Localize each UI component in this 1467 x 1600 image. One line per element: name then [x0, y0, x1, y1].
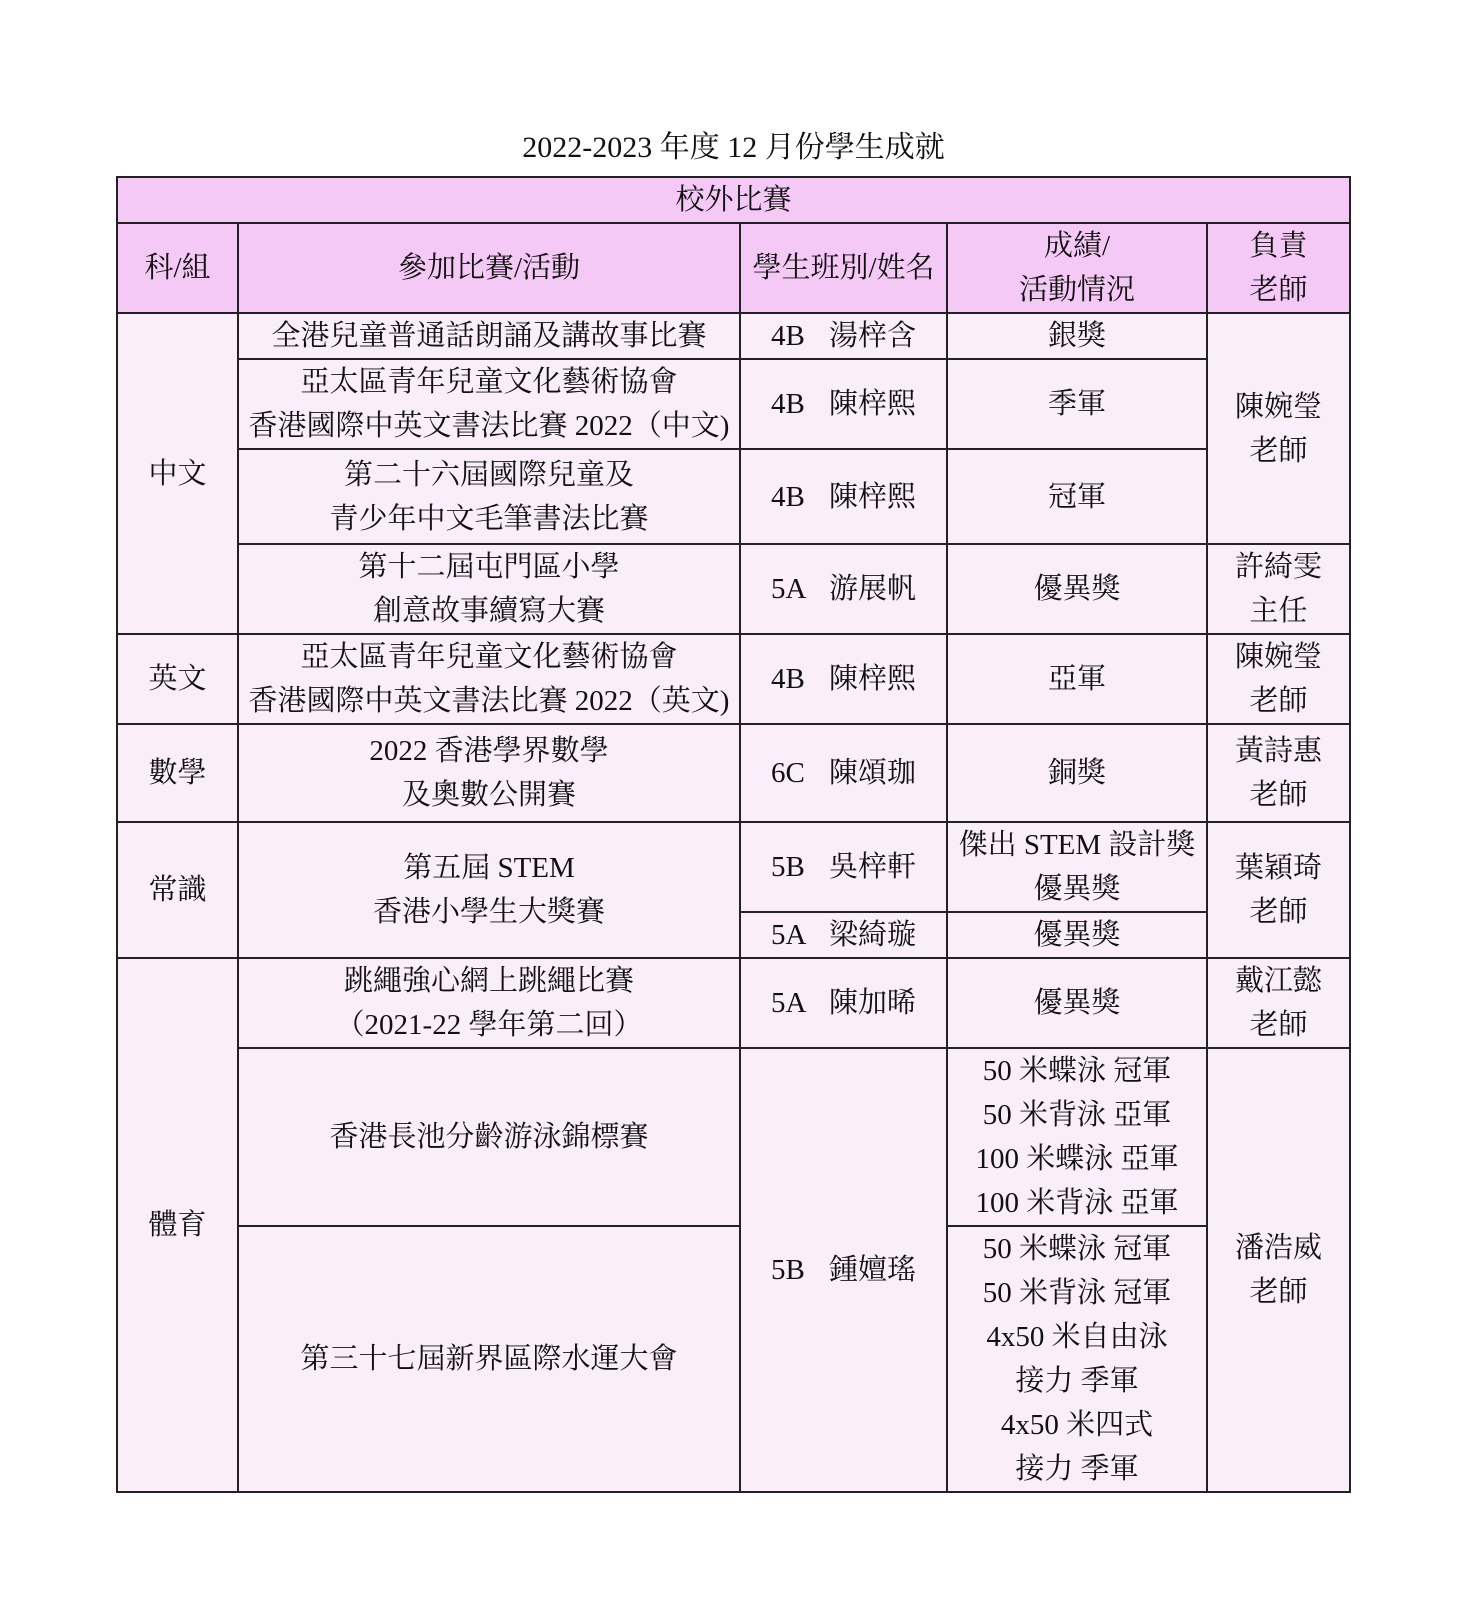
- teacher-line: 老師: [1249, 434, 1308, 467]
- teacher-line: 陳婉瑩: [1235, 390, 1323, 423]
- student-class: 4B: [770, 320, 805, 352]
- result-cell: [947, 912, 1207, 958]
- student-name: 陳梓熙: [828, 663, 916, 695]
- result-line: 接力 季軍: [1015, 1365, 1139, 1397]
- header-result-line: 成績/: [1043, 230, 1111, 262]
- header-teacher: [1207, 223, 1350, 313]
- student-class: 5B: [770, 1254, 805, 1286]
- competition-line: 亞太區青年兒童文化藝術協會: [300, 366, 678, 398]
- result-line: 接力 季軍: [1015, 1453, 1139, 1485]
- student-name: 陳梓熙: [828, 480, 916, 513]
- table-row: [117, 822, 1350, 912]
- result-line: 銅獎: [1047, 757, 1106, 789]
- competition-cell: [238, 724, 740, 822]
- student-name: 陳頌珈: [828, 757, 916, 789]
- result-line: 冠軍: [1047, 480, 1106, 513]
- teacher-cell: [1207, 1048, 1350, 1492]
- competition-cell: [238, 1048, 740, 1226]
- competition-cell: [238, 958, 740, 1048]
- table-row: [117, 449, 1350, 544]
- competition-line: （2021-22 學年第二回）: [335, 1009, 643, 1041]
- teacher-line: 戴江懿: [1235, 965, 1323, 997]
- student-name: 游展帆: [828, 573, 916, 605]
- competition-line: 香港長池分齡游泳錦標賽: [329, 1121, 649, 1153]
- subject-cell: 常識: [117, 822, 238, 958]
- table-row: [117, 544, 1350, 634]
- result-line: 50 米蝶泳 冠軍: [982, 1233, 1172, 1265]
- result-line: 傑出 STEM 設計獎: [958, 829, 1196, 861]
- teacher-line: 老師: [1249, 1009, 1308, 1041]
- teacher-cell: [1207, 958, 1350, 1048]
- header-teacher-line: 老師: [1249, 274, 1308, 306]
- competition-cell: [238, 822, 740, 958]
- table-row: [117, 958, 1350, 1048]
- student-name: 陳梓熙: [828, 388, 916, 420]
- competition-line: 青少年中文毛筆書法比賽: [329, 502, 649, 535]
- result-line: 優異獎: [1033, 919, 1121, 951]
- header-student: 學生班別/姓名: [740, 223, 947, 313]
- teacher-cell: [1207, 313, 1350, 544]
- student-class: 5A: [770, 919, 807, 951]
- student-class: 5B: [770, 851, 805, 883]
- result-cell: [947, 359, 1207, 449]
- student-class: 6C: [770, 757, 805, 789]
- result-cell: [947, 634, 1207, 724]
- competition-cell: [238, 449, 740, 544]
- competition-line: 跳繩強心網上跳繩比賽: [343, 965, 634, 997]
- competition-line: 亞太區青年兒童文化藝術協會: [300, 641, 678, 673]
- result-cell: [947, 1226, 1207, 1492]
- result-cell: [947, 313, 1207, 359]
- competition-line: 全港兒童普通話朗誦及講故事比賽: [271, 320, 707, 352]
- student-cell: [740, 912, 947, 958]
- section-header: 校外比賽: [117, 177, 1350, 223]
- student-class: 5A: [770, 987, 807, 1019]
- header-result: [947, 223, 1207, 313]
- result-cell: [947, 449, 1207, 544]
- teacher-line: 許綺雯: [1235, 551, 1323, 583]
- result-line: 優異獎: [1033, 987, 1121, 1019]
- competition-line: 創意故事續寫大賽: [372, 595, 605, 627]
- competition-line: 2022 香港學界數學: [369, 735, 609, 767]
- student-cell: [740, 544, 947, 634]
- student-cell: [740, 1048, 947, 1492]
- header-result-line: 活動情況: [1018, 274, 1135, 306]
- result-line: 季軍: [1047, 388, 1106, 420]
- table-row: [117, 359, 1350, 449]
- student-name: 梁綺璇: [828, 919, 916, 951]
- student-cell: [740, 313, 947, 359]
- teacher-cell: [1207, 634, 1350, 724]
- table-row: [117, 1226, 1350, 1492]
- result-line: 優異獎: [1033, 573, 1121, 605]
- page-title: 2022-2023 年度 12 月份學生成就: [522, 131, 945, 164]
- student-cell: [740, 359, 947, 449]
- competition-line: 第二十六屆國際兒童及: [343, 458, 634, 491]
- student-name: 吳梓軒: [828, 851, 916, 883]
- teacher-line: 老師: [1249, 896, 1308, 928]
- result-line: 50 米背泳 冠軍: [982, 1277, 1172, 1309]
- student-class: 4B: [770, 663, 805, 695]
- result-line: 銀獎: [1047, 320, 1106, 352]
- teacher-line: 老師: [1249, 685, 1308, 717]
- teacher-line: 老師: [1249, 1276, 1308, 1308]
- competition-line: 香港小學生大獎賽: [372, 896, 605, 928]
- subject-cell: 體育: [117, 958, 238, 1492]
- header-competition: 參加比賽/活動: [238, 223, 740, 313]
- student-cell: [740, 822, 947, 912]
- competition-cell: [238, 313, 740, 359]
- result-line: 100 米蝶泳 亞軍: [975, 1143, 1179, 1175]
- table-row: [117, 634, 1350, 724]
- result-line: 亞軍: [1047, 663, 1106, 695]
- teacher-cell: [1207, 724, 1350, 822]
- student-cell: [740, 724, 947, 822]
- competition-cell: [238, 359, 740, 449]
- teacher-line: 主任: [1249, 595, 1308, 627]
- student-cell: [740, 634, 947, 724]
- result-cell: [947, 544, 1207, 634]
- teacher-cell: [1207, 822, 1350, 958]
- competition-line: 香港國際中英文書法比賽 2022（中文): [248, 410, 730, 442]
- teacher-line: 陳婉瑩: [1235, 641, 1323, 673]
- teacher-line: 潘浩威: [1235, 1232, 1323, 1264]
- student-name: 鍾嬗瑤: [828, 1254, 916, 1286]
- header-subject: 科/組: [117, 223, 238, 313]
- competition-line: 第三十七屆新界區際水運大會: [300, 1343, 678, 1375]
- competition-cell: [238, 634, 740, 724]
- teacher-cell: [1207, 544, 1350, 634]
- student-cell: [740, 958, 947, 1048]
- competition-line: 第十二屆屯門區小學: [358, 551, 620, 583]
- student-name: 陳加晞: [828, 987, 916, 1019]
- result-line: 4x50 米四式: [1000, 1409, 1154, 1441]
- result-line: 100 米背泳 亞軍: [975, 1187, 1179, 1219]
- result-line: 50 米蝶泳 冠軍: [982, 1055, 1172, 1087]
- student-class: 5A: [770, 573, 807, 605]
- result-cell: [947, 724, 1207, 822]
- teacher-line: 葉穎琦: [1235, 852, 1323, 884]
- subject-cell: 數學: [117, 724, 238, 822]
- header-teacher-line: 負責: [1249, 230, 1308, 262]
- subject-cell: 中文: [117, 313, 238, 634]
- result-line: 優異獎: [1033, 873, 1121, 905]
- table-row: [117, 313, 1350, 359]
- competition-cell: [238, 1226, 740, 1492]
- result-cell: [947, 1048, 1207, 1226]
- subject-cell: 英文: [117, 634, 238, 724]
- student-name: 湯梓含: [828, 320, 916, 352]
- result-line: 4x50 米自由泳: [986, 1321, 1168, 1353]
- competition-cell: [238, 544, 740, 634]
- competition-line: 及奧數公開賽: [401, 779, 576, 811]
- teacher-line: 黃詩惠: [1235, 735, 1323, 767]
- table-row: [117, 724, 1350, 822]
- competition-line: 香港國際中英文書法比賽 2022（英文): [248, 685, 730, 717]
- student-class: 4B: [770, 388, 805, 420]
- result-cell: [947, 822, 1207, 912]
- achievements-table: [116, 176, 1351, 1493]
- result-line: 50 米背泳 亞軍: [982, 1099, 1172, 1131]
- student-class: 4B: [770, 480, 805, 513]
- teacher-line: 老師: [1249, 779, 1308, 811]
- student-cell: [740, 449, 947, 544]
- table-row: [117, 1048, 1350, 1226]
- competition-line: 第五屆 STEM: [403, 852, 575, 884]
- result-cell: [947, 958, 1207, 1048]
